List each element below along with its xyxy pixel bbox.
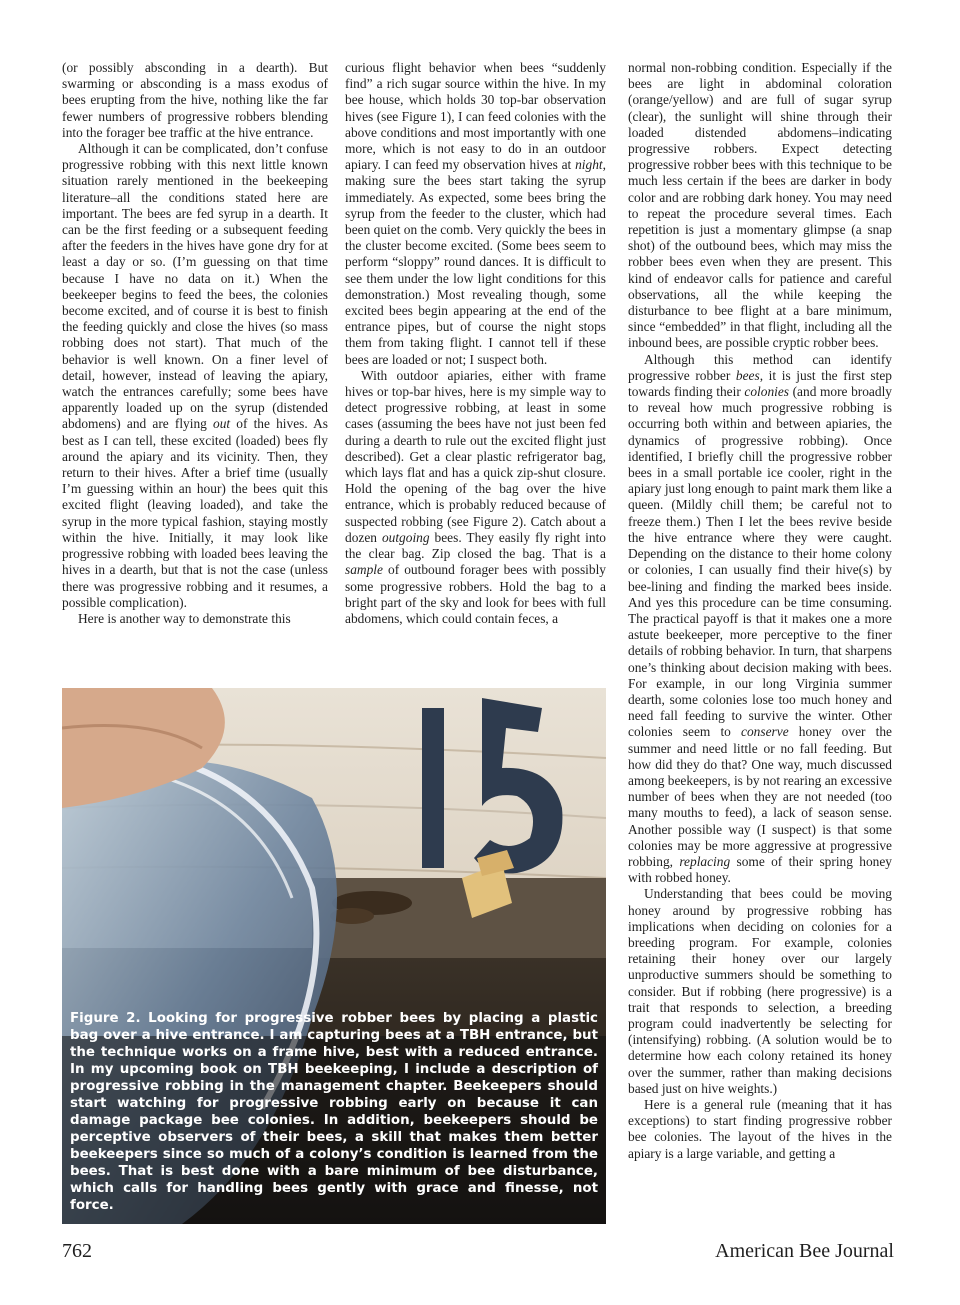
figure-2-photo: [62, 688, 606, 1224]
paragraph: Although this method can identify progressive robber bees, it is just the first step towards finding their colonies (and more broadly to reveal how much progressive robbing is occurring both within and between apiaries, the dynamics of progressive robbing). Once identified, I briefly chill the progressive robber bees in a small portable ice cooler, right in the apiary just long enough to paint mark them like a queen. (Mildly chill them; be careful not to freeze them.) Then I let the bees revive beside the hive entrance where they were caught. Depending on the distance to their home colony or colonies, I can usually find their hive(s) by bee-lining and finding the marked bees inside. And yes this procedure can be time consuming. The practical payoff is that it makes one a more astute beekeeper, more perceptive to the finer details of robbing behavior. In turn, that sharpens one’s thinking about decision making with bees. For example, in our long Virginia summer dearth, some colonies lose too much honey and need fall feeding to survive the winter. Other colonies seem to conserve honey over the summer and need little or no fall feeding. But how did they do that? One way, much discussed among beekeepers, is by not rearing an excessive number of bees when they are not needed (too many mouths to feed), a lack of season sense. Another possible way (I suspect) is that some colonies may be more aggressive at progressive robbing, replacing some of their spring honey with robbed honey.: [628, 351, 892, 886]
paragraph: (or possibly absconding in a dearth). But swarming or absconding is a mass exodus of bees erupting from the hive, nothing like the far fewer numbers of progressive robbers blending into the forager bee traffic at the hive entrance.: [62, 60, 328, 140]
text-column-3: [628, 60, 892, 1162]
paragraph: Although it can be complicated, don’t confuse progressive robbing with this next little known situation rarely mentioned in the beekeeping literature–all the conditions stated here are important. The bees are fed syrup in a dearth. It can be the first feeding or a subsequent feeding after the feeders in the hives have gone dry for at least a day or so. (I’m guessing on that time because I have no data on it.) When the beekeeper begins to feed the bees, the colonies become excited, and of course it is best to finish the feeding quickly and close the hives (so mass robbing does not start). That much of the behavior is well known. On a finer level of detail, however, instead of leaving the apiary, watch the entrances carefully; some bees have apparently loaded up on the syrup (distended abdomens) and are flying out of the hives. As best as I can tell, these excited (loaded) bees fly around the apiary and its vicinity. Then, they return to their hives. After a brief time (usually I’m guessing within an hour) the bees quit this excited flight (leaving loaded), and take the syrup in the more typical fashion, staying mostly within the hive. Initially, it may look like progressive robbing with loaded bees leaving the hives in a dearth, but that is not the case (unless there was progressive robbing and it resumes, a possible complication).: [62, 141, 328, 610]
paragraph: curious flight behavior when bees “suddenly find” a rich sugar source within the hive. In my bee house, which holds 30 top-bar observation hives (see Figure 1), I can feed colonies with the above conditions and most importantly with one more, which is not easy to do in an outdoor apiary. I can feed my observation hives at night, making sure the bees start taking the syrup immediately. As expected, some bees bring the syrup from the feeder to the cluster, which had been quiet on the comb. Very quickly the bees in the cluster become excited. (Some bees seem to perform “sloppy” round dances. It is difficult to see them under the low light conditions for this demonstration.) Most revealing though, some excited bees begin appearing at the end of the entrance pipes, but of course the night stops them from taking flight. I cannot tell if these bees are loaded or not; I suspect both.: [345, 60, 606, 367]
paragraph: Here is a general rule (meaning that it has exceptions) to start finding progressive robber bee colonies. The layout of the hives in the apiary is a large variable, and getting a: [628, 1097, 892, 1161]
journal-title: American Bee Journal: [715, 1240, 894, 1262]
figure-caption: Figure 2. Looking for progressive robber bees by placing a plastic bag over a hive entrance. I am capturing bees at a TBH entrance, but the technique works on a frame hive, best with a reduced entrance. In my upcoming book on TBH beekeeping, I include a description of progressive robbing in the management chapter. Beekeepers should start watching for progressive robbing early on because it can damage package bee colonies. In addition, beekeepers should be perceptive observers of their bees, a skill that makes them better beekeepers since so much of a colony’s condition is learned from the bees. That is best done with a bare minimum of bee disturbance, which calls for handling bees gently with grace and finesse, not force.: [70, 1011, 598, 1213]
text-column-1: [62, 60, 328, 627]
paragraph: Here is another way to demonstrate this: [78, 610, 291, 626]
page-number: 762: [62, 1240, 92, 1262]
text-column-2: [345, 60, 606, 627]
paragraph: Understanding that bees could be moving honey around by progressive robbing has implications when deciding on colonies for a breeding program. For example, colonies retaining their honey over our largely unproductive summers should be something to consider. But if robbing (here progressive) is a trait that responds to selection, a breeding program could inadvertently be selecting for (intensifying) robbing. (A solution would be to determine how each colony retained its honey over the summer, rather than making decisions based just on hive weights.): [628, 886, 892, 1096]
paragraph: With outdoor apiaries, either with frame hives or top-bar hives, here is my simple way to detect progressive robbing, at least in some cases (assuming the bees have not just been fed during a dearth to rule out the excited flight just described). Get a clear plastic refrigerator bag, which lays flat and has a quick zip-shut closure. Hold the opening of the bag over the hive entrance, which is probably reduced because of suspected robbing (see Figure 2). Catch about a dozen outgoing bees. They easily fly right into the clear bag. Zip closed the bag. That is a sample of outbound forager bees with possibly some progressive robbers. Hold the bag to a bright part of the sky and look for bees with full abdomens, which could contain feces, a: [345, 367, 606, 626]
paragraph: normal non-robbing condition. Especially if the bees are light in abdominal coloration (orange/yellow) and are full of sugar syrup (clear), the sunlight will shine through their loaded distended abdomens–indicating progressive robbers. Expect detecting progressive robber bees with this technique to be much less certain if the bees are darker in body color and are robbing dark honey. You may need to repeat the procedure several times. Each repetition is just a momentary glimpse (a snap shot) of the outbound bees, which may miss the robber bees even when they are present. This kind of endeavor calls for patience and careful observations, all the while keeping the disturbance to bee flight at a bare minimum, since “embedded” in that flight, including all the inbound bees, are possible cryptic robber bees.: [628, 60, 892, 351]
